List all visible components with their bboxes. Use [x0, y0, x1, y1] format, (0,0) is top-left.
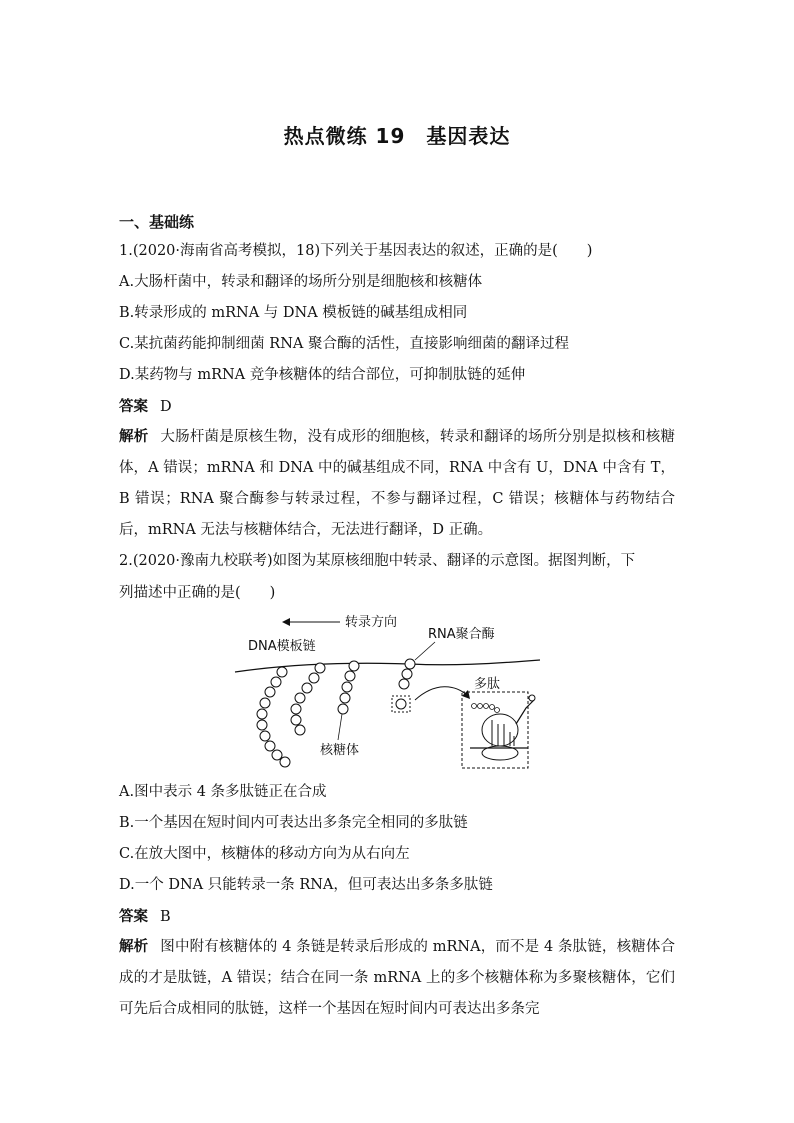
q2-analysis-label: 解析 [119, 939, 149, 955]
q1-option-d: D.某药物与 mRNA 竞争核糖体的结合部位，可抑制肽链的延伸 [119, 367, 526, 383]
peptide-beads [472, 704, 500, 713]
enlarged-ribosome-large [482, 714, 518, 746]
enzyme-pointer [415, 642, 435, 660]
q2-answer-label: 答案 [119, 909, 148, 925]
section-heading: 一、基础练 [119, 213, 195, 231]
incoming-amino-acid [529, 695, 535, 701]
page-title: 热点微练 19 基因表达 [283, 124, 511, 148]
q1-answer-row [119, 397, 172, 417]
zoom-arrowhead [462, 690, 470, 699]
q2-stem-line2: 列描述中正确的是( ) [119, 585, 276, 601]
q1-analysis-text: 大肠杆菌是原核生物，没有成形的细胞核，转录和翻译的场所分别是拟核和核糖体，A 错误；mRNA 和 DNA 中的碱基组成不同，RNA 中含有 U，DNA 中含有 T，B 错误；RNA 聚合酶参与转录过程，不参与翻译过程，C 错误；核糖体与药物结合后，mRNA 无法与核糖体结合，无法进行翻译，D 正确。 [119, 429, 676, 538]
q2-answer-row [119, 907, 171, 927]
q2-analysis-text: 图中附有核糖体的 4 条链是转录后形成的 mRNA，而不是 4 条肽链，核糖体合成的才是肽链，A 错误；结合在同一条 mRNA 上的多个核糖体称为多聚核糖体，它们可先后合成相同的肽链，这样一个基因在短时间内可表达出多条完 [119, 939, 676, 1017]
direction-label: 转录方向 [345, 615, 398, 630]
ribosome-pointer [338, 714, 342, 740]
zoom-arrow [415, 687, 468, 700]
direction-arrowhead [282, 618, 290, 626]
q2-option-c: C.在放大图中，核糖体的移动方向为从右向左 [119, 846, 410, 862]
incoming-trna [516, 700, 534, 724]
q2-analysis [119, 932, 675, 1025]
enzyme-label: RNA聚合酶 [428, 627, 495, 642]
q2-option-d: D.一个 DNA 只能转录一条 RNA，但可表达出多条多肽链 [119, 877, 493, 893]
q1-option-c: C.某抗菌药能抑制细菌 RNA 聚合酶的活性，直接影响细菌的翻译过程 [119, 336, 569, 352]
q1-stem: 1.(2020·海南省高考模拟，18)下列关于基因表达的叙述，正确的是( ) [119, 243, 593, 259]
peptide-label: 多肽 [474, 677, 501, 692]
q2-stem-line1: 2.(2020·豫南九校联考)如图为某原核细胞中转录、翻译的示意图。据图判断，下 [119, 553, 636, 569]
q1-option-a: A.大肠杆菌中，转录和翻译的场所分别是细胞核和核糖体 [119, 274, 483, 290]
zoom-source-ribosome [396, 699, 406, 709]
q1-answer-label: 答案 [119, 399, 148, 415]
q1-answer: D [160, 399, 172, 415]
q2-answer: B [160, 909, 171, 925]
ribosome-label: 核糖体 [320, 743, 360, 758]
q2-option-b: B.一个基因在短时间内可表达出多条完全相同的多肽链 [119, 815, 468, 831]
q1-analysis-label: 解析 [119, 429, 149, 445]
q2-option-a: A.图中表示 4 条多肽链正在合成 [119, 784, 327, 800]
q1-option-b: B.转录形成的 mRNA 与 DNA 模板链的碱基组成相同 [119, 305, 468, 321]
q1-analysis [119, 422, 675, 546]
template-label: DNA模板链 [248, 639, 316, 654]
transcription-translation-diagram [230, 612, 550, 772]
